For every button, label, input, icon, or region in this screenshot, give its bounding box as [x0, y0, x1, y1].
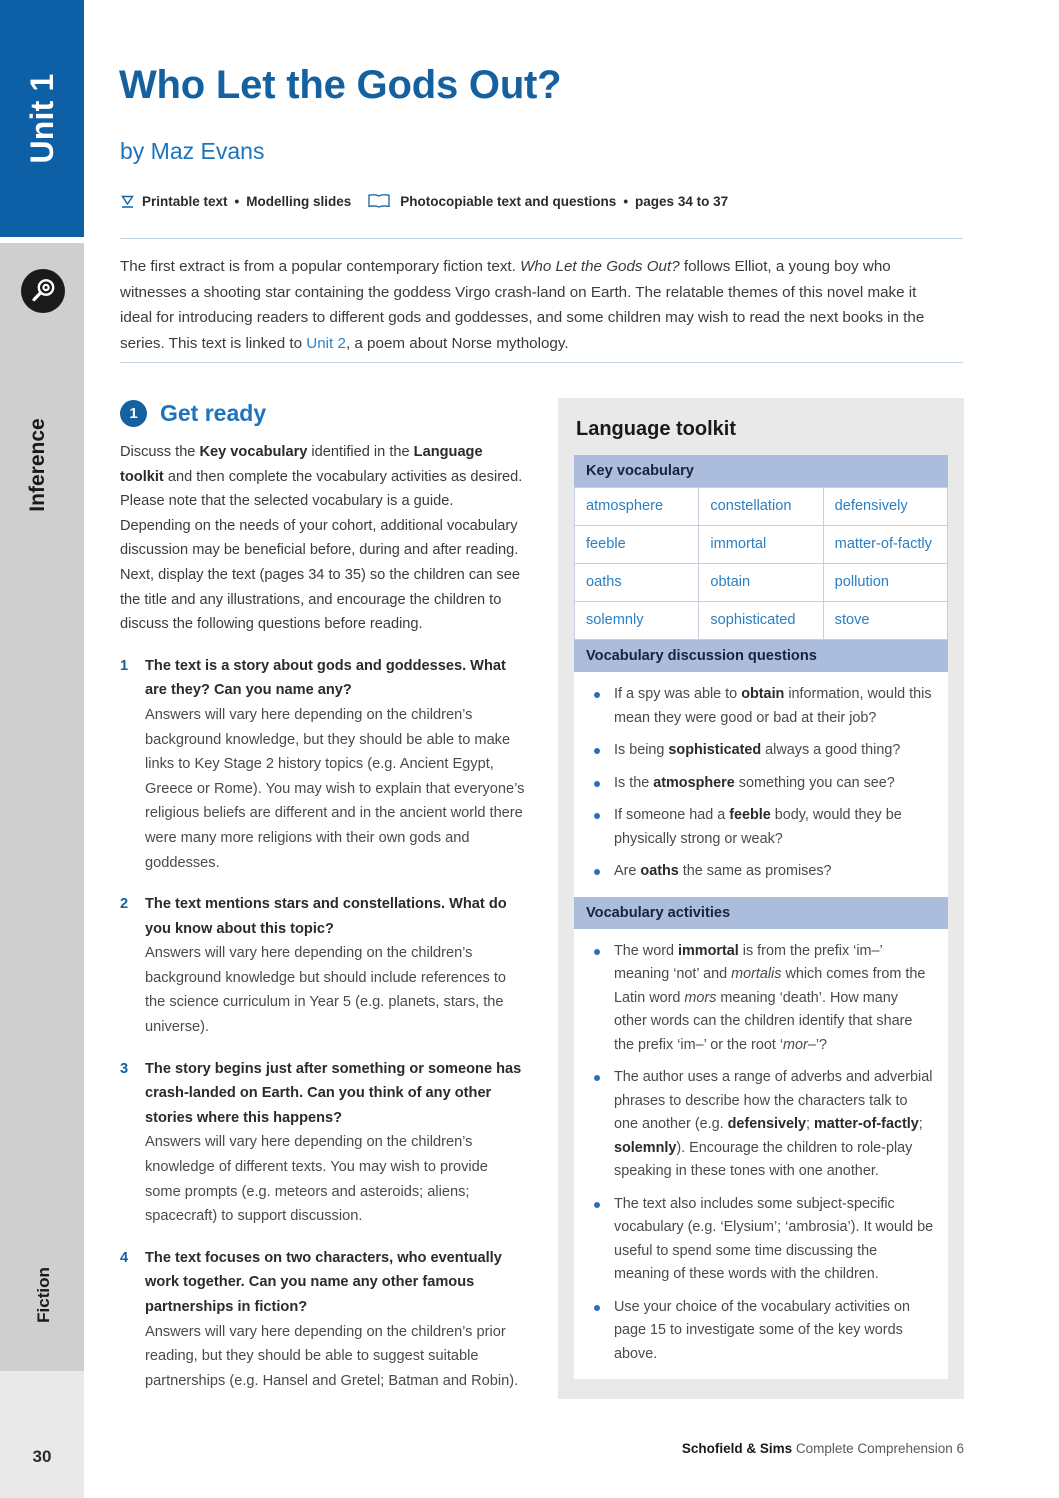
question-body	[145, 654, 525, 875]
question-prompt: The text focuses on two characters, who eventually work together. Can you name any other famous partnerships in fiction?	[145, 1249, 502, 1315]
text-after: information, would this mean they were good or bad at their job?	[614, 686, 932, 726]
language-toolkit-panel	[558, 398, 964, 1399]
intro-part-2: follows Elliot, a young boy who witnesses a shooting star containing the goddess Virgo crash-land on Earth. The relatable themes of this novel make it ideal for introducing readers to different gods and goddesses, and some children may wish to read the next books in the series. This text is linked to	[120, 258, 925, 352]
question-body	[145, 1057, 525, 1229]
keyword: sophisticated	[668, 742, 762, 758]
keyword: feeble	[729, 807, 771, 823]
text-before: Is being	[614, 742, 669, 758]
latin-term: mors	[684, 989, 717, 1006]
section-title: Get ready	[160, 400, 267, 426]
list-item	[588, 940, 934, 1058]
text-part: –’?	[807, 1036, 828, 1053]
get-ready-lead	[120, 440, 525, 637]
vocab-cell: feeble	[575, 526, 699, 564]
text-part: meaning ‘death’. How many other words can the children identify that share the prefix ‘im–’ or the root ‘	[614, 989, 913, 1053]
text-after: the same as promises?	[678, 863, 832, 879]
toolkit-title: Language toolkit	[576, 418, 736, 440]
text-part: ). Encourage the children to role-play speaking in these tones with one another.	[614, 1139, 913, 1179]
vocab-cell: solemnly	[575, 602, 699, 640]
vocabulary-activities-list	[574, 929, 948, 1380]
list-item	[588, 772, 934, 796]
question-answer: Answers will vary here depending on the children’s prior reading, but they should be able to suggest suitable partnerships (e.g. Hansel and Gretel; Batman and Robin).	[145, 1323, 519, 1389]
text-before: Is the	[614, 774, 654, 791]
discussion-questions-band: Vocabulary discussion questions	[574, 640, 948, 672]
lead-part-c: identified in the	[307, 444, 414, 460]
list-item	[588, 860, 934, 884]
text-after: body, would they be physically strong or weak?	[614, 807, 902, 847]
open-book-icon	[367, 193, 391, 209]
vocab-cell: immortal	[699, 526, 823, 564]
text-part: is from the prefix ‘im–’ meaning ‘not’ and	[614, 942, 883, 982]
divider-top	[120, 238, 963, 239]
latin-term: mortalis	[731, 966, 782, 982]
table-row	[575, 564, 948, 602]
vocab-cell: oaths	[575, 564, 699, 602]
vocab-cell: stove	[823, 602, 947, 640]
list-item	[588, 804, 934, 851]
question-item	[120, 1057, 525, 1229]
keyword: matter-of-factly	[814, 1116, 919, 1132]
vocabulary-activities-band: Vocabulary activities	[574, 897, 948, 929]
magnifier-icon	[21, 269, 65, 313]
series-name: Complete Comprehension 6	[792, 1441, 964, 1456]
text-before: If someone had a	[614, 807, 730, 823]
lead-bold-language-toolkit: Language toolkit	[120, 444, 483, 485]
question-number: 3	[120, 1060, 129, 1077]
resource-meta-line	[120, 193, 728, 209]
question-number: 2	[120, 896, 129, 913]
intro-paragraph	[120, 254, 940, 356]
section-header	[120, 400, 525, 427]
unit-2-link[interactable]: Unit 2	[306, 334, 346, 352]
keyword: obtain	[741, 686, 785, 702]
publisher-name: Schofield & Sims	[681, 1441, 793, 1456]
list-item: Use your choice of the vocabulary activities on page 15 to investigate some of the key words above.	[588, 1296, 934, 1367]
question-item	[120, 654, 525, 875]
unit-tab	[0, 0, 84, 237]
table-row	[575, 488, 948, 526]
question-prompt: The story begins just after something or someone has crash-landed on Earth. Can you think of any other stories where this happens?	[145, 1060, 522, 1126]
discussion-questions-list	[574, 672, 948, 897]
question-prompt: The text is a story about gods and goddesses. What are they? Can you name any?	[145, 657, 506, 699]
vocab-cell: matter-of-factly	[823, 526, 947, 564]
strand-label: Inference	[26, 418, 49, 512]
lead-part-d: and then complete the vocabulary activities as desired. Please note that the selected vocabulary is a guide. Depending on the needs of your cohort, additional vocabulary discussion may be beneficial before, during and after reading. Next, display the text (pages 34 to 35) so the children can see the title and any illustrations, and encourage the children to discuss the following questions before reading.	[120, 468, 523, 633]
lead-bold-key-vocabulary: Key vocabulary	[199, 444, 308, 460]
text-after: always a good thing?	[761, 742, 901, 758]
table-row	[575, 602, 948, 640]
get-ready-section	[120, 400, 525, 1410]
question-answer: Answers will vary here depending on the children’s background knowledge, but they should be able to make links to Key Stage 2 history topics (e.g. Ancient Egypt, Greece or Rome). You may wish to explain that everyone’s religious beliefs are different and in the ancient world there were many more religions with their own gods and goddesses.	[145, 706, 525, 871]
text-part: ;	[918, 1116, 923, 1132]
vocab-cell: sophisticated	[699, 602, 823, 640]
question-number: 4	[120, 1249, 129, 1266]
keyword: solemnly	[614, 1139, 677, 1156]
vocab-cell: pollution	[823, 564, 947, 602]
key-vocabulary-band: Key vocabulary	[574, 455, 948, 487]
meta-separator-1: •	[234, 193, 240, 209]
question-prompt: The text mentions stars and constellations. What do you know about this topic?	[145, 896, 507, 937]
intro-part-1: The first extract is from a popular contemporary fiction text.	[120, 258, 521, 275]
pages-label: pages 34 to 37	[635, 193, 729, 209]
list-item	[588, 739, 934, 763]
intro-part-3: , a poem about Norse mythology.	[345, 334, 569, 352]
intro-book-title: Who Let the Gods Out?	[520, 258, 680, 275]
key-vocabulary-table	[574, 487, 948, 640]
keyword: defensively	[727, 1116, 806, 1132]
latin-term: mor	[783, 1036, 808, 1053]
text-part: The author uses a range of adverbs and adverbial phrases to describe how the characters talk to one another (e.g.	[614, 1069, 933, 1132]
text-part: ;	[806, 1116, 814, 1132]
genre-label: Fiction	[34, 1267, 53, 1323]
modelling-slides-label: Modelling slides	[246, 193, 352, 209]
keyword: atmosphere	[653, 774, 735, 791]
meta-separator-2: •	[623, 193, 629, 209]
author-line: by Maz Evans	[120, 138, 265, 164]
footer-credit	[682, 1441, 964, 1456]
strand-rail	[0, 243, 84, 1371]
text-after: something you can see?	[734, 774, 895, 791]
question-answer: Answers will vary here depending on the children’s knowledge of different texts. You may wish to provide some prompts (e.g. meteors and asteroids; aliens; spacecraft) to support discussion.	[145, 1134, 488, 1225]
question-body	[145, 892, 525, 1040]
text-part: The word	[614, 942, 678, 959]
lead-part-a: Discuss the	[120, 444, 200, 460]
keyword: oaths	[640, 863, 679, 879]
download-icon	[120, 194, 135, 209]
vocab-cell: atmosphere	[575, 488, 699, 526]
question-item	[120, 1246, 525, 1394]
text-before: If a spy was able to	[614, 686, 742, 702]
question-item	[120, 892, 525, 1040]
list-item	[588, 683, 934, 730]
footer-rail	[0, 1371, 84, 1498]
vocab-cell: obtain	[699, 564, 823, 602]
vocab-cell: constellation	[699, 488, 823, 526]
page-number: 30	[32, 1447, 52, 1466]
keyword: immortal	[678, 942, 739, 959]
question-number: 1	[120, 657, 129, 674]
question-body	[145, 1246, 525, 1394]
page-title: Who Let the Gods Out?	[119, 63, 562, 107]
list-item: The text also includes some subject-specific vocabulary (e.g. ‘Elysium’; ‘ambrosia’). It would be useful to spend some time discussing the meaning of these words with the children.	[588, 1193, 934, 1287]
photocopiable-label: Photocopiable text and questions	[400, 193, 617, 209]
question-answer: Answers will vary here depending on the children’s background knowledge but should include references to the science curriculum in Year 5 (e.g. planets, stars, the universe).	[145, 945, 507, 1036]
unit-tab-label: Unit 1	[24, 73, 60, 164]
text-part: which comes from the Latin word	[614, 966, 926, 1006]
vocab-cell: defensively	[823, 488, 947, 526]
table-row	[575, 526, 948, 564]
divider-bottom	[120, 362, 963, 363]
section-number-badge: 1	[120, 400, 147, 427]
printable-text-label: Printable text	[142, 193, 228, 209]
list-item	[588, 1066, 934, 1184]
text-before: Are	[614, 863, 641, 879]
